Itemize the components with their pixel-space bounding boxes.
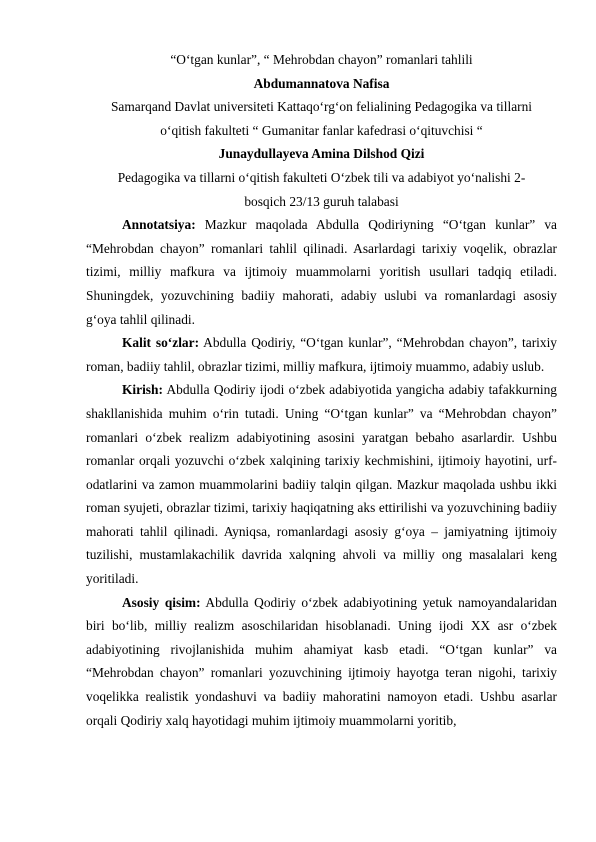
main-text: Abdulla Qodiriy o‘zbek adabiyotining yetuk namoyandalaridan biri bo‘lib, milliy realizm asoschilaridan hisoblanadi. Uning ijodi XX asr o‘zbek adabiyotining rivojlanishida muhim ahamiyat kasb etadi. “O‘tgan kunlar” va “Mehrobdan chayon” romanlari yozuvchining ijtimoiy hayotga teran nigohi, tarixiy voqelikka realistik yondashuvi va badiiy mahoratini namoyon etadi. Ushbu asarlar orqali Qodiriy xalq hayotidagi muhim ijtimoiy muammolarni yoritib, <box>86 594 557 728</box>
author-affiliation-1-line-1: Samarqand Davlat universiteti Kattaqo‘rg‘on felialining Pedagogika va tillarni <box>110 99 533 115</box>
abstract-paragraph <box>86 213 557 331</box>
intro-text: Abdulla Qodiriy ijodi o‘zbek adabiyotida yangicha adabiy tafakkurning shakllanishida muhim o‘rin tutadi. Uning “O‘tgan kunlar” va “Mehrobdan chayon” romanlari o‘zbek realizm adabiyotining asosini yaratgan bebaho asarlardir. Ushbu romanlar orqali yozuvchi o‘zbek xalqining tarixiy kechmishini, ijtimoiy hayotini, urf-odatlarini va zamon muammolarini badiiy talqin qilgan. Mazkur maqolada ushbu ikki roman syujeti, obrazlar tizimi, tarixiy haqiqatning aks ettirilishi va yozuvchining badiiy mahorati tahlil qilinadi. Ayniqsa, romanlardagi asosiy g‘oya – jamiyatning ijtimoiy tuzilishi, mustamlakachilik davrida xalqning ahvoli va milliy ong masalalari keng yoritiladi. <box>86 382 557 587</box>
keywords-label: Kalit so‘zlar: <box>122 335 200 351</box>
article-title: “O‘tgan kunlar”, “ Mehrobdan chayon” romanlari tahlili <box>170 52 473 67</box>
intro-paragraph <box>86 378 557 590</box>
document-page <box>86 48 557 732</box>
author-affiliation-2-line-1: Pedagogika va tillarni o‘qitish fakulteti O‘zbek tili va adabiyot yo‘nalishi 2- <box>117 169 526 185</box>
author-affiliation-1-line-2: o‘qitish fakulteti “ Gumanitar fanlar kafedrasi o‘qituvchisi “ <box>160 122 483 138</box>
abstract-text: Mazkur maqolada Abdulla Qodiriyning “O‘tgan kunlar” va “Mehrobdan chayon” romanlari tahlil qilinadi. Asarlardagi tarixiy voqelik, obrazlar tizimi, milliy mafkura va ijtimoiy muammolarni yoritish usullari tadqiq etiladi. Shuningdek, yozuvchining badiiy mahorati, adabiy uslubi va romanlardagi asosiy g‘oya tahlil qilinadi. <box>86 217 557 327</box>
main-label: Asosiy qisim: <box>122 594 201 610</box>
author-name-1: Abdumannatova Nafisa <box>253 75 390 91</box>
intro-label: Kirish: <box>122 382 163 398</box>
author-affiliation-2-line-2: bosqich 23/13 guruh talabasi <box>244 193 399 209</box>
keywords-paragraph <box>86 331 557 378</box>
main-paragraph <box>86 591 557 733</box>
keywords-text: Abdulla Qodiriy, “O‘tgan kunlar”, “Mehrobdan chayon”, tarixiy roman, badiiy tahlil, obrazlar tizimi, milliy mafkura, ijtimoiy muammo, adabiy uslub. <box>86 335 557 374</box>
author-name-2: Junaydullayeva Amina Dilshod Qizi <box>218 146 425 162</box>
abstract-label: Annotatsiya: <box>122 217 196 233</box>
